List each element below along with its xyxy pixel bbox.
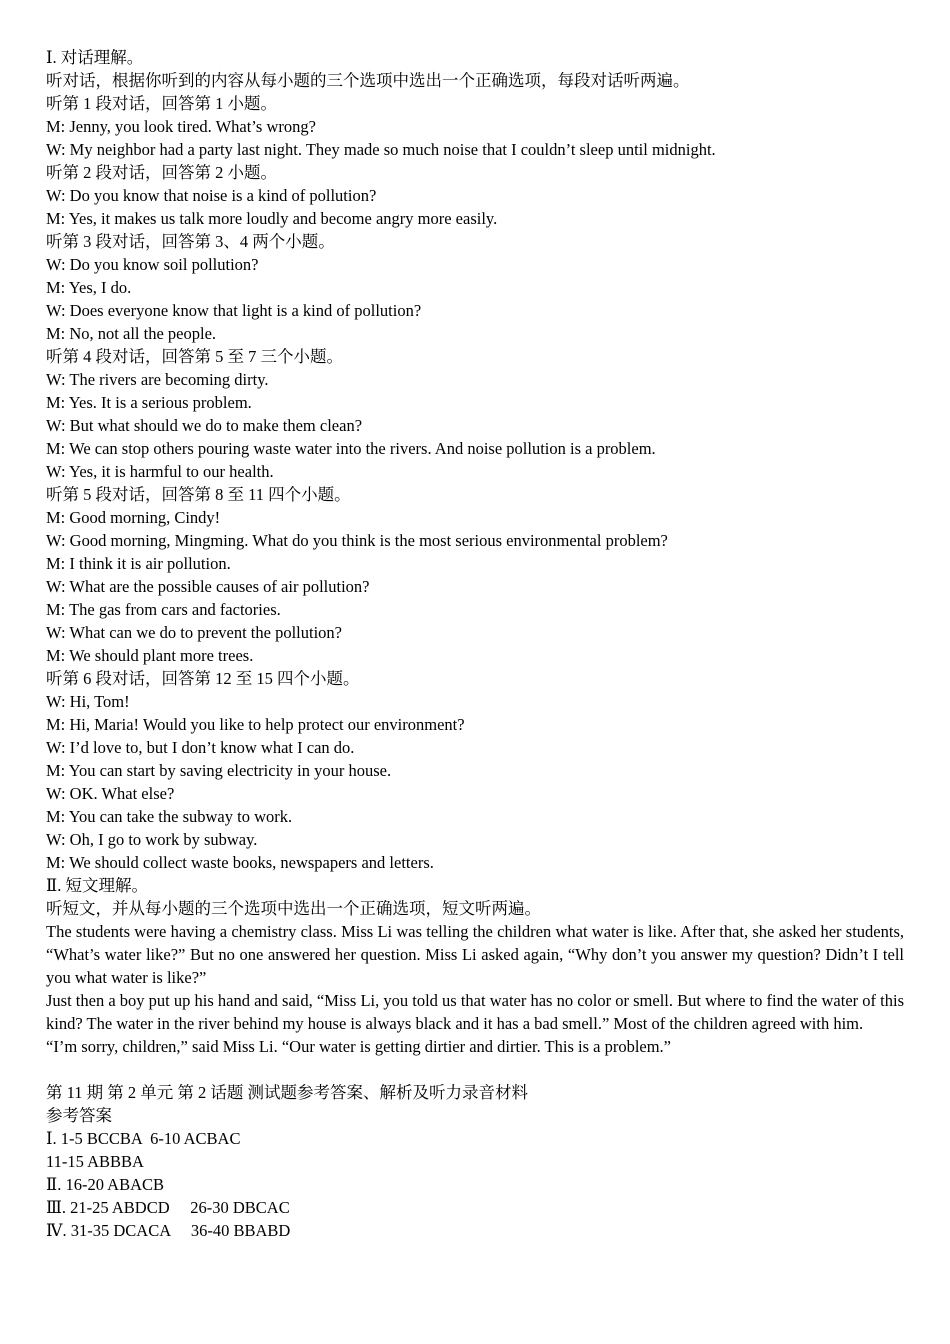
- passage-paragraph: Just then a boy put up his hand and said, “Miss Li, you told us that water has no color or smell. But where to find the water of this kind? The water in the river behind my house is always black and it has a bad smell.” Most of the children agreed with him.: [46, 991, 904, 1033]
- dialogue-4: [46, 345, 904, 483]
- dialogue-title: 听第 3 段对话，回答第 3、4 两个小题。: [46, 232, 335, 251]
- answer-line: Ⅳ. 31-35 DCACA 36-40 BBABD: [46, 1221, 291, 1240]
- dialogue-line: W: What are the possible causes of air pollution?: [46, 577, 370, 596]
- dialogue-line: W: Does everyone know that light is a kind of pollution?: [46, 301, 422, 320]
- answer-line: 11-15 ABBBA: [46, 1152, 144, 1171]
- answers-subtitle: 参考答案: [46, 1106, 112, 1125]
- section2-instruction: 听短文，并从每小题的三个选项中选出一个正确选项，短文听两遍。: [46, 899, 541, 918]
- dialogue-line: W: Good morning, Mingming. What do you think is the most serious environmental problem?: [46, 531, 668, 550]
- dialogue-line: M: We should collect waste books, newspapers and letters.: [46, 853, 434, 872]
- dialogue-line: M: The gas from cars and factories.: [46, 600, 281, 619]
- dialogue-line: W: Yes, it is harmful to our health.: [46, 462, 274, 481]
- dialogue-line: M: You can take the subway to work.: [46, 807, 293, 826]
- dialogue-line: M: We can stop others pouring waste water into the rivers. And noise pollution is a problem.: [46, 439, 656, 458]
- answer-line: Ⅰ. 1-5 BCCBA 6-10 ACBAC: [46, 1129, 241, 1148]
- dialogue-line: M: Jenny, you look tired. What’s wrong?: [46, 117, 316, 136]
- dialogue-line: W: My neighbor had a party last night. They made so much noise that I couldn’t sleep until midnight.: [46, 140, 716, 159]
- section1-instruction: 听对话，根据你听到的内容从每小题的三个选项中选出一个正确选项，每段对话听两遍。: [46, 71, 690, 90]
- dialogue-line: W: The rivers are becoming dirty.: [46, 370, 269, 389]
- dialogue-2: [46, 161, 904, 230]
- dialogue-line: W: Do you know soil pollution?: [46, 255, 259, 274]
- dialogue-line: M: Yes. It is a serious problem.: [46, 393, 252, 412]
- section2-heading: Ⅱ. 短文理解。: [46, 876, 148, 895]
- dialogue-line: M: Yes, it makes us talk more loudly and become angry more easily.: [46, 209, 498, 228]
- dialogue-3: [46, 230, 904, 345]
- answer-line: Ⅱ. 16-20 ABACB: [46, 1175, 165, 1194]
- dialogue-title: 听第 4 段对话，回答第 5 至 7 三个小题。: [46, 347, 343, 366]
- dialogue-line: W: I’d love to, but I don’t know what I can do.: [46, 738, 355, 757]
- section1-heading: Ⅰ. 对话理解。: [46, 48, 144, 67]
- passage-paragraph: The students were having a chemistry class. Miss Li was telling the children what water is like. After that, she asked her students, “What’s water like?” But no one answered her question. Miss Li asked again, “Why don’t you answer my question? Didn’t I tell you what water is like?”: [46, 922, 904, 987]
- dialogue-1: [46, 92, 904, 161]
- dialogue-line: M: No, not all the people.: [46, 324, 217, 343]
- answer-line: Ⅲ. 21-25 ABDCD 26-30 DBCAC: [46, 1198, 290, 1217]
- dialogue-line: W: Do you know that noise is a kind of pollution?: [46, 186, 377, 205]
- dialogue-line: W: Oh, I go to work by subway.: [46, 830, 258, 849]
- dialogue-line: W: What can we do to prevent the pollution?: [46, 623, 342, 642]
- dialogue-line: M: Yes, I do.: [46, 278, 132, 297]
- document-page: [46, 46, 904, 1242]
- dialogue-line: M: Good morning, Cindy!: [46, 508, 221, 527]
- dialogue-title: 听第 1 段对话，回答第 1 小题。: [46, 94, 277, 113]
- spacer: [46, 1058, 904, 1081]
- passage-paragraph: “I’m sorry, children,” said Miss Li. “Our water is getting dirtier and dirtier. This is a problem.”: [46, 1037, 672, 1056]
- dialogue-line: W: But what should we do to make them clean?: [46, 416, 363, 435]
- dialogue-5: [46, 483, 904, 667]
- dialogue-title: 听第 6 段对话，回答第 12 至 15 四个小题。: [46, 669, 360, 688]
- dialogue-title: 听第 5 段对话，回答第 8 至 11 四个小题。: [46, 485, 351, 504]
- dialogue-line: M: We should plant more trees.: [46, 646, 254, 665]
- dialogue-line: M: You can start by saving electricity in your house.: [46, 761, 392, 780]
- dialogue-line: M: Hi, Maria! Would you like to help protect our environment?: [46, 715, 465, 734]
- dialogue-line: M: I think it is air pollution.: [46, 554, 231, 573]
- dialogue-6: [46, 667, 904, 874]
- answers-title: 第 11 期 第 2 单元 第 2 话题 测试题参考答案、解析及听力录音材料: [46, 1083, 529, 1102]
- dialogue-line: W: Hi, Tom!: [46, 692, 130, 711]
- dialogue-line: W: OK. What else?: [46, 784, 175, 803]
- dialogue-title: 听第 2 段对话，回答第 2 小题。: [46, 163, 277, 182]
